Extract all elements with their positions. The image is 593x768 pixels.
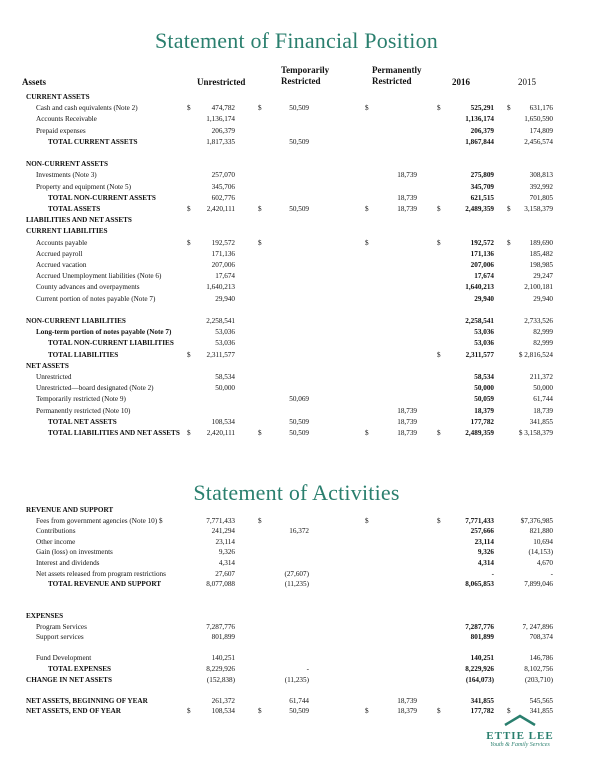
- dollar-sign: $: [258, 516, 262, 525]
- dollar-sign: $: [258, 238, 262, 247]
- cell-value: 345,709: [470, 182, 494, 191]
- table-row: [0, 505, 593, 515]
- logo-tagline: Youth & Family Services: [490, 742, 550, 748]
- cell-value: 1,867,844: [465, 137, 494, 146]
- cell-value: $ 2,816,524: [518, 350, 553, 359]
- cell-value: 53,036: [474, 328, 494, 337]
- dollar-sign: $: [437, 707, 441, 716]
- cell-value: 206,379: [470, 126, 494, 135]
- house-roof-icon: [503, 713, 537, 727]
- cell-value: 2,489,359: [465, 429, 494, 437]
- row-label: REVENUE AND SUPPORT: [26, 506, 114, 514]
- cell-value: 211,372: [529, 373, 553, 381]
- cell-value: 50,059: [474, 395, 494, 404]
- row-label: Fund Development: [36, 654, 92, 663]
- cell-value: (11,235): [284, 675, 309, 684]
- activities-title: Statement of Activities: [193, 480, 400, 505]
- row-label: NON-CURRENT ASSETS: [26, 160, 108, 169]
- cell-value: 241,294: [211, 527, 235, 536]
- temporarily-header: Temporarily: [281, 65, 330, 75]
- cell-value: 53,036: [215, 328, 235, 337]
- cell-value: 4,314: [477, 559, 494, 567]
- dollar-sign: $: [437, 516, 441, 525]
- cell-value: 18,739: [533, 406, 553, 415]
- row-label: NET ASSETS: [26, 361, 69, 370]
- cell-value: -: [491, 569, 494, 578]
- dollar-sign: $: [507, 205, 511, 213]
- table-row: [0, 260, 593, 270]
- cell-value: 9,326: [218, 548, 235, 557]
- row-label: TOTAL ASSETS: [48, 205, 101, 213]
- cell-value: 261,372: [211, 696, 235, 705]
- cell-value: 18,379: [474, 406, 494, 415]
- cell-value: 207,006: [470, 261, 494, 269]
- cell-value: 50,509: [289, 417, 309, 426]
- cell-value: 53,036: [474, 339, 494, 348]
- row-label: Permanently restricted (Note 10): [36, 406, 131, 415]
- row-label: TOTAL LIABILITIES AND NET ASSETS: [48, 429, 180, 437]
- financial-position-title: Statement of Financial Position: [154, 28, 438, 53]
- table-row: [0, 148, 593, 158]
- unrestricted-header: Unrestricted: [197, 77, 246, 87]
- cell-value: $7,376,985: [520, 516, 553, 525]
- cell-value: 4,314: [218, 559, 235, 567]
- cell-value: 23,114: [474, 537, 494, 546]
- dollar-sign: $: [187, 350, 191, 359]
- table-row: [0, 126, 593, 136]
- cell-value: 821,880: [529, 527, 553, 536]
- dollar-sign: $: [187, 205, 191, 213]
- table-row: [0, 537, 593, 547]
- cell-value: 341,855: [529, 417, 553, 426]
- cell-value: 7,771,433: [465, 516, 494, 525]
- cell-value: 2,420,111: [206, 429, 235, 437]
- cell-value: 17,674: [474, 272, 494, 281]
- cell-value: 8,229,926: [206, 665, 235, 673]
- cell-value: 631,176: [529, 104, 553, 113]
- cell-value: 29,940: [533, 294, 553, 303]
- table-row: [0, 383, 593, 393]
- cell-value: 29,940: [215, 294, 235, 303]
- cell-value: $ 3,158,379: [518, 429, 553, 437]
- cell-value: 192,572: [211, 238, 235, 247]
- cell-value: 308,813: [529, 171, 553, 180]
- table-row: [0, 204, 593, 214]
- cell-value: 207,006: [211, 261, 235, 269]
- table-row: [0, 294, 593, 304]
- row-label: Accrued vacation: [36, 261, 87, 269]
- row-label: County advances and overpayments: [36, 283, 140, 292]
- cell-value: 2,456,574: [524, 137, 553, 146]
- row-label: Other income: [36, 537, 76, 546]
- cell-value: (164,073): [465, 675, 494, 684]
- cell-value: 1,136,174: [206, 115, 235, 124]
- cell-value: 140,251: [470, 654, 494, 663]
- cell-value: 177,782: [470, 417, 494, 426]
- cell-value: 50,069: [289, 395, 309, 404]
- dollar-sign: $: [365, 429, 369, 437]
- table-row: [0, 685, 593, 695]
- table-row: [0, 137, 593, 147]
- table-row: [0, 569, 593, 579]
- dollar-sign: $: [187, 429, 191, 437]
- dollar-sign: $: [437, 429, 441, 437]
- cell-value: 50,000: [215, 384, 235, 393]
- table-row: [0, 114, 593, 124]
- table-row: [0, 350, 593, 360]
- cell-value: 602,776: [211, 193, 235, 202]
- permanently-header: Permanently: [372, 65, 422, 75]
- row-label: Gain (loss) on investments: [36, 548, 113, 557]
- cell-value: 18,739: [397, 193, 417, 202]
- cell-value: 701,805: [529, 193, 553, 202]
- cell-value: 1,136,174: [465, 115, 494, 124]
- row-label: TOTAL REVENUE AND SUPPORT: [48, 580, 162, 589]
- cell-value: 345,706: [211, 182, 235, 191]
- row-label: CHANGE IN NET ASSETS: [26, 675, 112, 684]
- cell-value: (11,235): [284, 580, 309, 589]
- row-label: Accounts payable: [36, 238, 88, 247]
- cell-value: 58,534: [474, 373, 494, 381]
- cell-value: 171,136: [470, 249, 494, 258]
- cell-value: 50,509: [289, 205, 309, 213]
- table-row: [0, 305, 593, 315]
- cell-value: 1,817,335: [206, 137, 235, 146]
- table-row: [0, 558, 593, 568]
- cell-value: 7,287,776: [465, 622, 494, 631]
- cell-value: 708,374: [529, 633, 553, 642]
- table-row: [0, 182, 593, 192]
- row-label: Investments (Note 3): [36, 171, 97, 180]
- cell-value: 18,739: [397, 429, 417, 437]
- row-label: Contributions: [36, 527, 76, 536]
- year-2016-header: 2016: [452, 77, 470, 87]
- row-label: Unrestricted—board designated (Note 2): [36, 384, 154, 393]
- table-row: [0, 622, 593, 632]
- table-row: [0, 394, 593, 404]
- table-row: [0, 428, 593, 438]
- cell-value: 3,158,379: [524, 205, 553, 213]
- table-row: [0, 372, 593, 382]
- cell-value: 7,899,046: [524, 580, 553, 589]
- cell-value: 171,136: [211, 249, 235, 258]
- table-row: [0, 643, 593, 653]
- table-row: [0, 159, 593, 169]
- row-label: LIABILITIES AND NET ASSETS: [26, 216, 132, 225]
- permanently-restricted-header: Restricted: [372, 76, 412, 86]
- cell-value: 53,036: [215, 339, 235, 348]
- table-row: [0, 417, 593, 427]
- row-label: Interest and dividends: [36, 559, 100, 567]
- cell-value: 61,744: [289, 696, 309, 705]
- table-row: [0, 193, 593, 203]
- cell-value: 2,258,541: [465, 317, 494, 325]
- dollar-sign: $: [437, 350, 441, 359]
- row-label: Cash and cash equivalents (Note 2): [36, 104, 138, 113]
- table-row: [0, 632, 593, 642]
- assets-header: Assets: [22, 77, 46, 87]
- row-label: NET ASSETS, END OF YEAR: [26, 707, 121, 716]
- cell-value: 2,311,577: [206, 350, 235, 359]
- dollar-sign: $: [258, 429, 262, 437]
- table-row: [0, 696, 593, 706]
- cell-value: (203,710): [524, 675, 553, 684]
- table-row: [0, 103, 593, 113]
- dollar-sign: $: [507, 238, 511, 247]
- cell-value: (27,607): [284, 569, 309, 578]
- cell-value: 341,855: [470, 696, 494, 705]
- cell-value: 50,509: [289, 429, 309, 437]
- cell-value: 392,992: [529, 182, 553, 191]
- row-label: TOTAL LIABILITIES: [48, 350, 119, 359]
- cell-value: 7,287,776: [206, 622, 235, 631]
- cell-value: 9,326: [477, 548, 494, 557]
- cell-value: 174,809: [529, 126, 553, 135]
- dollar-sign: $: [187, 707, 191, 716]
- cell-value: 23,114: [215, 537, 235, 546]
- row-label: Support services: [36, 633, 84, 642]
- cell-value: 257,666: [470, 527, 494, 536]
- row-label: Accrued Unemployment liabilities (Note 6): [36, 272, 162, 281]
- cell-value: 1,640,213: [206, 283, 235, 292]
- cell-value: 18,739: [397, 205, 417, 213]
- cell-value: 189,690: [529, 238, 553, 247]
- cell-value: 474,782: [211, 104, 235, 113]
- row-label: Program Services: [36, 622, 87, 631]
- cell-value: 2,311,577: [465, 350, 494, 359]
- row-label: TOTAL EXPENSES: [48, 665, 112, 673]
- cell-value: 108,534: [211, 707, 235, 716]
- cell-value: 29,940: [474, 294, 494, 303]
- table-row: [0, 611, 593, 621]
- row-label: Fees from government agencies (Note 10) $: [36, 516, 163, 525]
- row-label: TOTAL NON-CURRENT LIABILITIES: [48, 339, 174, 348]
- cell-value: 50,509: [289, 137, 309, 146]
- table-row: [0, 338, 593, 348]
- table-row: [0, 579, 593, 589]
- row-label: Prepaid expenses: [36, 126, 86, 135]
- cell-value: 185,482: [529, 249, 553, 258]
- cell-value: 801,899: [211, 633, 235, 642]
- cell-value: 29,247: [533, 272, 553, 281]
- table-row: [0, 282, 593, 292]
- cell-value: 50,509: [289, 104, 309, 113]
- cell-value: 206,379: [211, 126, 235, 135]
- row-label: Accrued payroll: [36, 249, 83, 258]
- row-label: Property and equipment (Note 5): [36, 182, 132, 191]
- cell-value: 2,258,541: [206, 317, 235, 325]
- cell-value: 10,694: [533, 537, 553, 546]
- logo-name: ETTIE LEE: [486, 730, 554, 742]
- cell-value: 2,733,526: [524, 317, 553, 325]
- table-row: [0, 664, 593, 674]
- table-row: [0, 249, 593, 259]
- dollar-sign: $: [258, 707, 262, 716]
- cell-value: 58,534: [215, 373, 235, 381]
- dollar-sign: $: [507, 707, 511, 716]
- dollar-sign: $: [258, 104, 262, 113]
- cell-value: 50,000: [474, 384, 494, 393]
- dollar-sign: $: [365, 238, 369, 247]
- table-row: [0, 526, 593, 536]
- dollar-sign: $: [187, 104, 191, 113]
- cell-value: 50,000: [533, 384, 553, 393]
- cell-value: 82,999: [533, 328, 553, 337]
- cell-value: 1,650,590: [524, 115, 553, 124]
- cell-value: 8,065,853: [465, 580, 494, 589]
- cell-value: 27,607: [215, 569, 235, 578]
- cell-value: 61,744: [533, 395, 553, 404]
- dollar-sign: $: [365, 516, 369, 525]
- table-row: [0, 590, 593, 600]
- cell-value: 1,640,213: [465, 283, 494, 292]
- cell-value: 198,985: [529, 261, 553, 269]
- cell-value: 18,739: [397, 406, 417, 415]
- cell-value: 16,372: [289, 527, 309, 536]
- cell-value: 275,809: [470, 171, 494, 180]
- cell-value: 177,782: [470, 707, 494, 716]
- cell-value: 8,077,088: [206, 580, 235, 589]
- dollar-sign: $: [437, 104, 441, 113]
- cell-value: 621,515: [470, 193, 494, 202]
- table-row: [0, 316, 593, 326]
- table-row: [0, 653, 593, 663]
- cell-value: 2,489,359: [465, 205, 494, 213]
- row-label: NON-CURRENT LIABILITIES: [26, 317, 126, 325]
- row-label: TOTAL CURRENT ASSETS: [48, 137, 138, 146]
- table-row: [0, 547, 593, 557]
- table-row: [0, 327, 593, 337]
- row-label: CURRENT LIABILITIES: [26, 227, 108, 236]
- dollar-sign: $: [437, 205, 441, 213]
- dollar-sign: $: [507, 104, 511, 113]
- cell-value: 17,674: [215, 272, 235, 281]
- row-label: EXPENSES: [26, 612, 64, 620]
- cell-value: 8,229,926: [465, 665, 494, 673]
- ettie-lee-logo: [470, 712, 570, 748]
- cell-value: 50,509: [289, 707, 309, 716]
- row-label: Unrestricted: [36, 373, 72, 381]
- row-label: Net assets released from program restrictions: [36, 569, 166, 578]
- cell-value: 18,379: [397, 707, 417, 716]
- dollar-sign: $: [258, 205, 262, 213]
- table-row: [0, 226, 593, 236]
- cell-value: 8,102,756: [524, 665, 553, 673]
- cell-value: -: [306, 665, 309, 673]
- table-row: [0, 675, 593, 685]
- cell-value: 2,420,111: [206, 205, 235, 213]
- table-row: [0, 271, 593, 281]
- cell-value: 108,534: [211, 417, 235, 426]
- row-label: NET ASSETS, BEGINNING OF YEAR: [26, 696, 148, 705]
- cell-value: 82,999: [533, 339, 553, 348]
- dollar-sign: $: [437, 238, 441, 247]
- table-row: [0, 238, 593, 248]
- cell-value: 801,899: [470, 633, 494, 642]
- cell-value: 192,572: [470, 238, 494, 247]
- row-label: TOTAL NET ASSETS: [48, 417, 117, 426]
- row-label: Temporarily restricted (Note 9): [36, 395, 126, 404]
- table-row: [0, 361, 593, 371]
- cell-value: 146,786: [529, 654, 553, 663]
- dollar-sign: $: [365, 205, 369, 213]
- cell-value: 7,771,433: [206, 516, 235, 525]
- cell-value: 18,739: [397, 417, 417, 426]
- table-row: [0, 516, 593, 526]
- table-row: [0, 170, 593, 180]
- temporarily-restricted-header: Restricted: [281, 76, 321, 86]
- year-2015-header: 2015: [518, 77, 536, 87]
- row-label: Accounts Receivable: [36, 115, 97, 124]
- table-row: [0, 406, 593, 416]
- table-row: [0, 600, 593, 610]
- cell-value: -: [550, 569, 553, 578]
- dollar-sign: $: [365, 707, 369, 716]
- cell-value: 257,070: [211, 171, 235, 180]
- cell-value: 545,565: [529, 696, 553, 705]
- cell-value: 18,739: [397, 171, 417, 180]
- table-row: [0, 215, 593, 225]
- cell-value: (14,153): [528, 548, 553, 557]
- row-label: Current portion of notes payable (Note 7): [36, 294, 156, 303]
- cell-value: 2,100,181: [524, 283, 553, 292]
- row-label: Long-term portion of notes payable (Note 7): [36, 328, 172, 337]
- table-row: [0, 92, 593, 102]
- cell-value: 341,855: [529, 707, 553, 716]
- row-label: CURRENT ASSETS: [26, 93, 90, 101]
- cell-value: 7, 247,896: [522, 622, 553, 631]
- cell-value: 4,670: [536, 559, 553, 567]
- cell-value: 140,251: [211, 654, 235, 663]
- cell-value: (152,838): [206, 675, 235, 684]
- cell-value: 18,739: [397, 696, 417, 705]
- row-label: TOTAL NON-CURRENT ASSETS: [48, 193, 156, 202]
- cell-value: 525,291: [470, 104, 494, 113]
- dollar-sign: $: [365, 104, 369, 113]
- dollar-sign: $: [187, 238, 191, 247]
